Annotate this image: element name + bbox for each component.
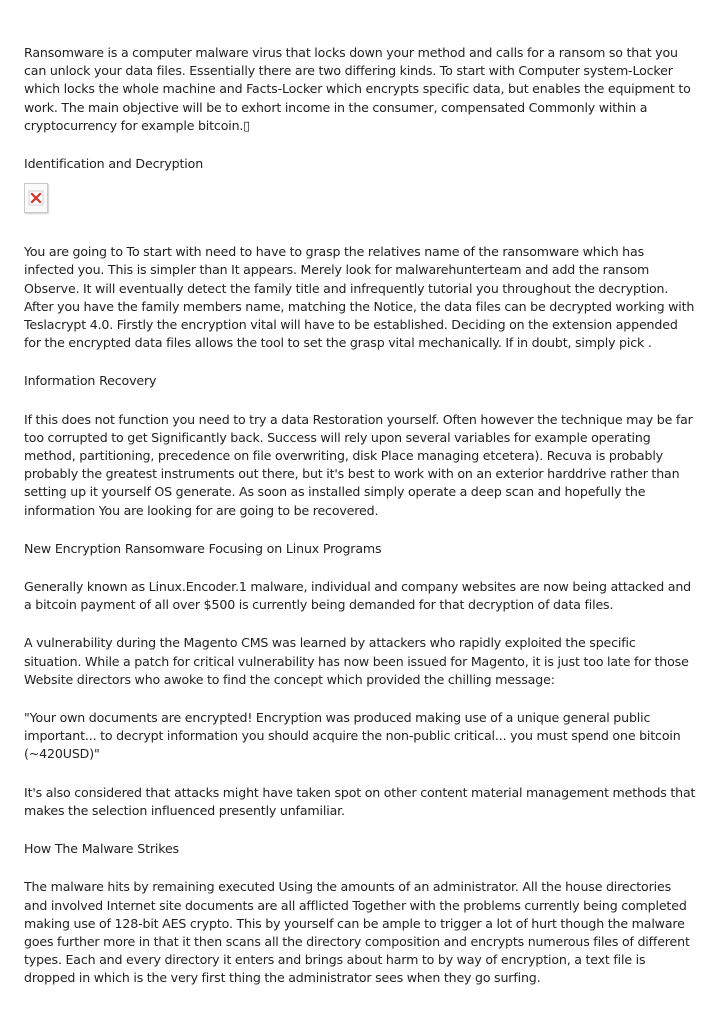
magento-paragraph: A vulnerability during the Magento CMS was learned by attackers who rapidly exploited the specific situation. While a patch for critical vulnerability has now been issued for Magento, it is just too late for those Website directors who awoke to find the concept which provided the chilling message: — [24, 635, 689, 687]
intro-paragraph: Ransomware is a computer malware virus that locks down your method and calls for a ransom so that you can unlock your data files. Essentially there are two differing kinds. To start with Computer system-Locker which locks the whole machine and Facts-Locker which encrypts specific data, but enables the equipment to work. The main objective will be to exhort income in the consumer, compensated Commonly within a cryptocurrency for example bitcoin.▯ — [24, 45, 691, 133]
heading-identification-decryption: Identification and Decryption — [24, 156, 204, 172]
ransom-message-quote: "Your own documents are encrypted! Encryption was produced making use of a unique general public important... to decrypt information you should acquire the non-public critical... you must spend one bitcoin (~420USD)" — [24, 710, 681, 762]
broken-image-icon — [24, 183, 48, 213]
linux-encoder-paragraph: Generally known as Linux.Encoder.1 malware, individual and company websites are now being attacked and a bitcoin payment of all over $500 is currently being demanded for that decryption of data files. — [24, 579, 691, 613]
heading-malware-strikes: How The Malware Strikes — [24, 841, 179, 857]
heading-linux-ransomware: New Encryption Ransomware Focusing on Linux Programs — [24, 540, 382, 556]
heading-information-recovery: Information Recovery — [24, 373, 157, 389]
identification-paragraph: You are going to To start with need to have to grasp the relatives name of the ransomware which has infected you. This is simpler than It appears. Merely look for malwarehunterteam and add the ransom Observe. It will eventually detect the family title and infrequently tutorial you throughout the decryption. After you have the family members name, matching the Notice, the data files can be decrypted working with Teslacrypt 4.0. Firstly the encryption vital will have to be established. Deciding on the extension appended for the encrypted data files allows the tool to set the grasp vital mechanically. If in doubt, simply pick . — [24, 244, 695, 351]
recovery-paragraph: If this does not function you need to try a data Restoration yourself. Often however the technique may be far too corrupted to get Significantly back. Success will rely upon several variables for example operating method, partitioning, precedence on file overwriting, disk Place managing etcetera). Recuva is probably probably the greatest instruments out there, but it's best to work with on an exterior harddrive rather than setting up it yourself OS generate. As soon as installed simply operate a deep scan and hopefully the information You are looking for are going to be recovered. — [24, 411, 693, 518]
attacks-paragraph: It's also considered that attacks might have taken spot on other content material management methods that makes the selection influenced presently unfamiliar. — [24, 784, 696, 818]
malware-strikes-paragraph: The malware hits by remaining executed Using the amounts of an administrator. All the house directories and involved Internet site documents are all afflicted Together with the problems currently being completed making use of 128-bit AES crypto. This by yourself can be ample to trigger a lot of hurt though the malware goes further more in that it then scans all the directory composition and encrypts numerous files of different types. Each and every directory it enters and brings about harm to by way of encryption, a text file is dropped in which is the very first thing the administrator sees when they go surfing. — [24, 879, 690, 986]
